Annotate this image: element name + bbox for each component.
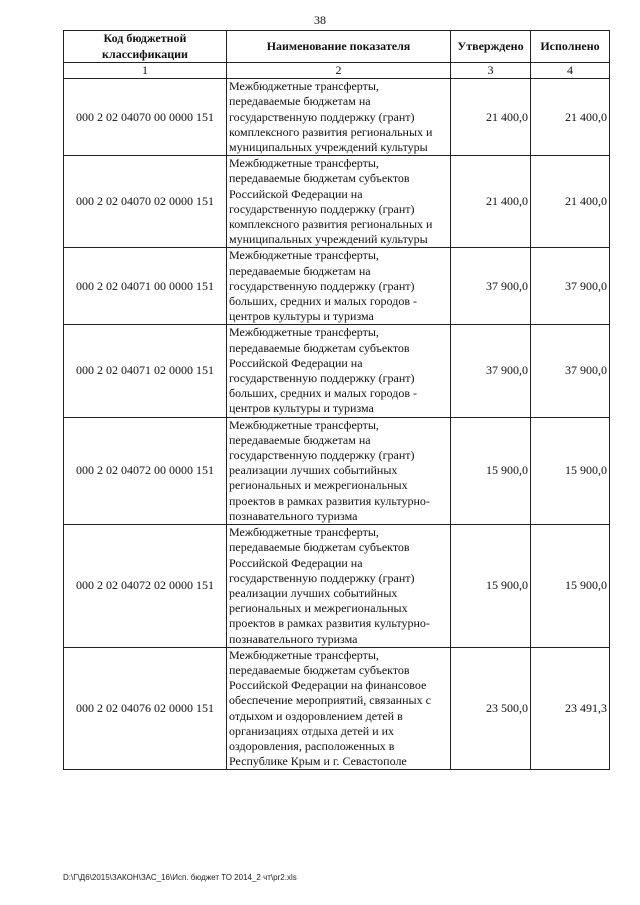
executed-amount: 21 400,0	[531, 156, 610, 248]
page-number: 38	[314, 13, 326, 27]
executed-amount: 21 400,0	[531, 79, 610, 156]
approved-amount: 23 500,0	[451, 647, 531, 770]
budget-table	[63, 30, 610, 770]
header-approved: Утверждено	[451, 31, 531, 63]
budget-code: 000 2 02 04071 00 0000 151	[64, 248, 227, 325]
budget-code: 000 2 02 04071 02 0000 151	[64, 325, 227, 417]
executed-amount: 15 900,0	[531, 417, 610, 524]
approved-amount: 15 900,0	[451, 525, 531, 648]
indicator-name: Межбюджетные трансферты, передаваемые бюджетам на государственную поддержку (грант) комплексного развития региональных и муниципальных учреждений культуры	[227, 79, 451, 156]
budget-code: 000 2 02 04072 00 0000 151	[64, 417, 227, 524]
approved-amount: 21 400,0	[451, 79, 531, 156]
file-path-footer: D:\Г\Д6\2015\ЗАКОН\ЗАС_16\Исп. бюджет ТО 2014_2 чт\pr2.xls	[63, 873, 297, 882]
approved-amount: 37 900,0	[451, 325, 531, 417]
indicator-name: Межбюджетные трансферты, передаваемые бюджетам субъектов Российской Федерации на финансовое обеспечение мероприятий, связанных с отдыхом и оздоровлением детей в организациях отдыха детей и их оздоровления, расположенных в Республике Крым и г. Севастополе	[227, 647, 451, 770]
indicator-name: Межбюджетные трансферты, передаваемые бюджетам субъектов Российской Федерации на государственную поддержку (грант) больших, средних и малых городов - центров культуры и туризма	[227, 325, 451, 417]
indicator-name: Межбюджетные трансферты, передаваемые бюджетам на государственную поддержку (грант) больших, средних и малых городов - центров культуры и туризма	[227, 248, 451, 325]
column-number: 2	[227, 63, 451, 79]
column-number: 1	[64, 63, 227, 79]
approved-amount: 37 900,0	[451, 248, 531, 325]
table-row	[64, 156, 610, 248]
column-number: 4	[531, 63, 610, 79]
column-number: 3	[451, 63, 531, 79]
approved-amount: 21 400,0	[451, 156, 531, 248]
header-row	[64, 31, 610, 63]
indicator-name: Межбюджетные трансферты, передаваемые бюджетам на государственную поддержку (грант) реализации лучших событийных региональных и межрегиональных проектов в рамках развития культурно-познавательного туризма	[227, 417, 451, 524]
executed-amount: 15 900,0	[531, 525, 610, 648]
header-executed: Исполнено	[531, 31, 610, 63]
indicator-name: Межбюджетные трансферты, передаваемые бюджетам субъектов Российской Федерации на государственную поддержку (грант) реализации лучших событийных региональных и межрегиональных проектов в рамках развития культурно-познавательного туризма	[227, 525, 451, 648]
executed-amount: 37 900,0	[531, 248, 610, 325]
table-row	[64, 79, 610, 156]
budget-code: 000 2 02 04076 02 0000 151	[64, 647, 227, 770]
table-row	[64, 417, 610, 524]
indicator-name: Межбюджетные трансферты, передаваемые бюджетам субъектов Российской Федерации на государственную поддержку (грант) комплексного развития региональных и муниципальных учреждений культуры	[227, 156, 451, 248]
table-row	[64, 325, 610, 417]
budget-code: 000 2 02 04070 02 0000 151	[64, 156, 227, 248]
column-number-row	[64, 63, 610, 79]
header-name: Наименование показателя	[227, 31, 451, 63]
budget-code: 000 2 02 04070 00 0000 151	[64, 79, 227, 156]
table-row	[64, 525, 610, 648]
table-row	[64, 248, 610, 325]
executed-amount: 23 491,3	[531, 647, 610, 770]
header-code: Код бюджетной классификации	[64, 31, 227, 63]
approved-amount: 15 900,0	[451, 417, 531, 524]
executed-amount: 37 900,0	[531, 325, 610, 417]
budget-code: 000 2 02 04072 02 0000 151	[64, 525, 227, 648]
table-row	[64, 647, 610, 770]
